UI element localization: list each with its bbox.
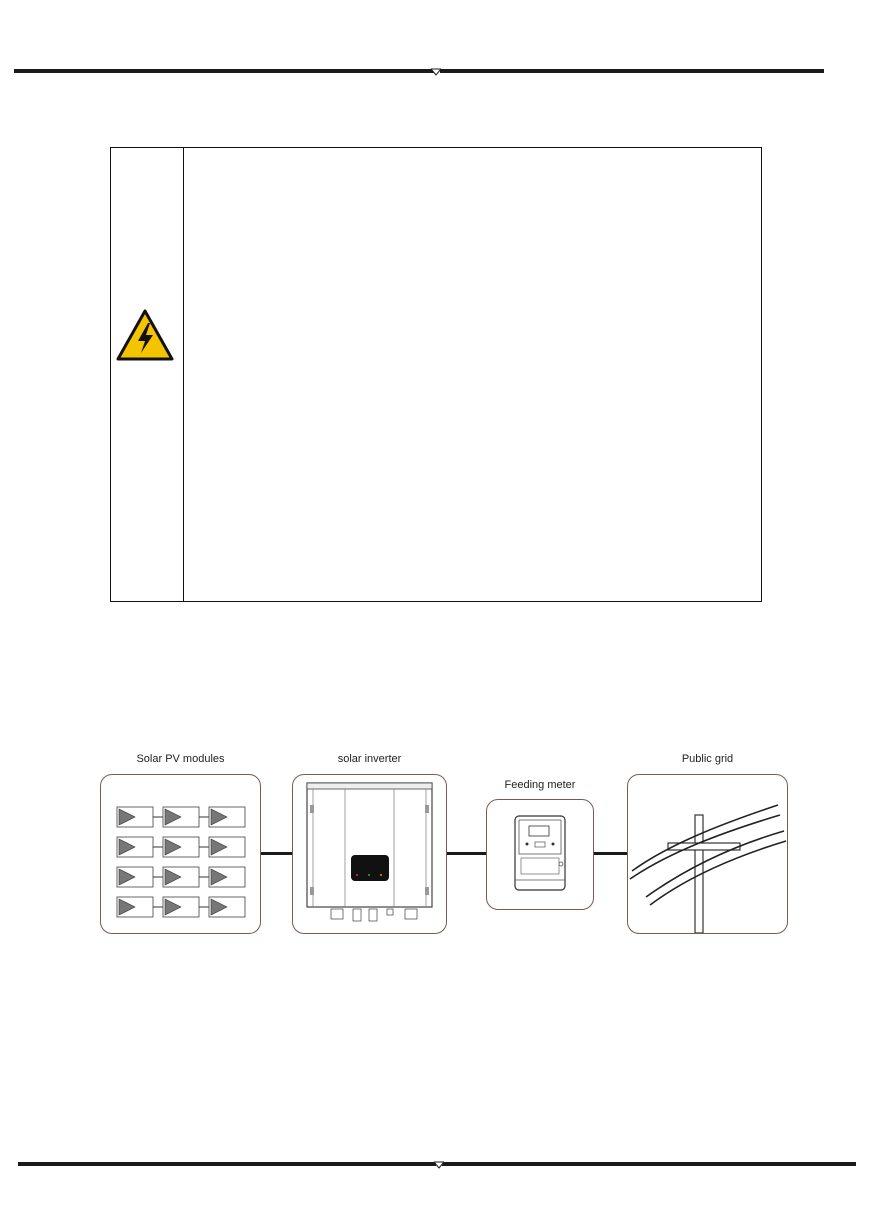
footer-rule-left	[18, 1162, 436, 1166]
inverter-label: solar inverter	[337, 753, 402, 765]
high-voltage-warning-icon	[115, 308, 175, 362]
inverter-panel	[292, 774, 447, 934]
public-grid-panel	[627, 774, 788, 934]
power-pole-icon	[628, 775, 787, 933]
warning-box	[110, 147, 762, 602]
inverter-icon	[293, 775, 446, 933]
header-rule-notch	[431, 66, 441, 76]
warning-content	[185, 148, 761, 601]
footer-rule-notch	[434, 1159, 444, 1169]
connector-meter-grid	[594, 852, 627, 855]
pv-modules-panel	[100, 774, 261, 934]
connector-inverter-meter	[447, 852, 486, 855]
header-rule-right	[440, 69, 824, 73]
modules-label: Solar PV modules	[136, 753, 225, 765]
header-rule-left	[14, 69, 434, 73]
warning-divider	[183, 148, 184, 601]
pv-array-icon	[101, 775, 260, 933]
grid-label: Public grid	[681, 753, 734, 765]
footer-rule-right	[442, 1162, 856, 1166]
feeding-meter-panel	[486, 799, 594, 910]
meter-icon	[487, 800, 593, 909]
connector-modules-inverter	[261, 852, 292, 855]
system-diagram	[96, 748, 796, 938]
meter-label: Feeding meter	[504, 779, 576, 791]
